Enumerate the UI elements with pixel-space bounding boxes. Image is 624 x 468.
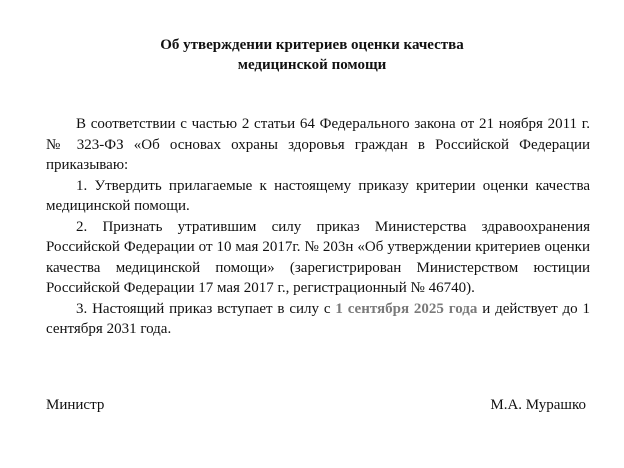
signatory-position: Министр (46, 397, 105, 413)
title-line-1: Об утверждении критериев оценки качества (160, 37, 464, 53)
item-1-paragraph: 1. Утвердить прилагаемые к настоящему приказу критерии оценки качества медицинской помощи. (46, 177, 590, 214)
item-2-paragraph: 2. Признать утратившим силу приказ Министерства здравоохранения Российской Федерации от 10 мая 2017г. № 203н «Об утверждении критериев оценки качества медицинской помощи» (зарегистрирован Министерством юстиции Российской Федерации 17 мая 2017 г., регистрационный № 46740). (46, 218, 590, 296)
item-3-text-start: 3. Настоящий приказ вступает в силу с (76, 300, 336, 317)
signatory-name: М.А. Мурашко (490, 397, 586, 413)
document-title (0, 35, 624, 75)
document-body (46, 114, 590, 340)
effective-date-highlight: 1 сентября 2025 года (335, 300, 478, 317)
preamble-paragraph: В соответствии с частью 2 статьи 64 Федерального закона от 21 ноября 2011 г. № 323-ФЗ «Об основах охраны здоровья граждан в Российской Федерации приказываю: (46, 116, 590, 173)
item-3-text-end: и действует до 1 сентября 2031 года. (46, 300, 590, 337)
item-3-paragraph (46, 299, 590, 340)
title-line-2: медицинской помощи (237, 57, 387, 73)
